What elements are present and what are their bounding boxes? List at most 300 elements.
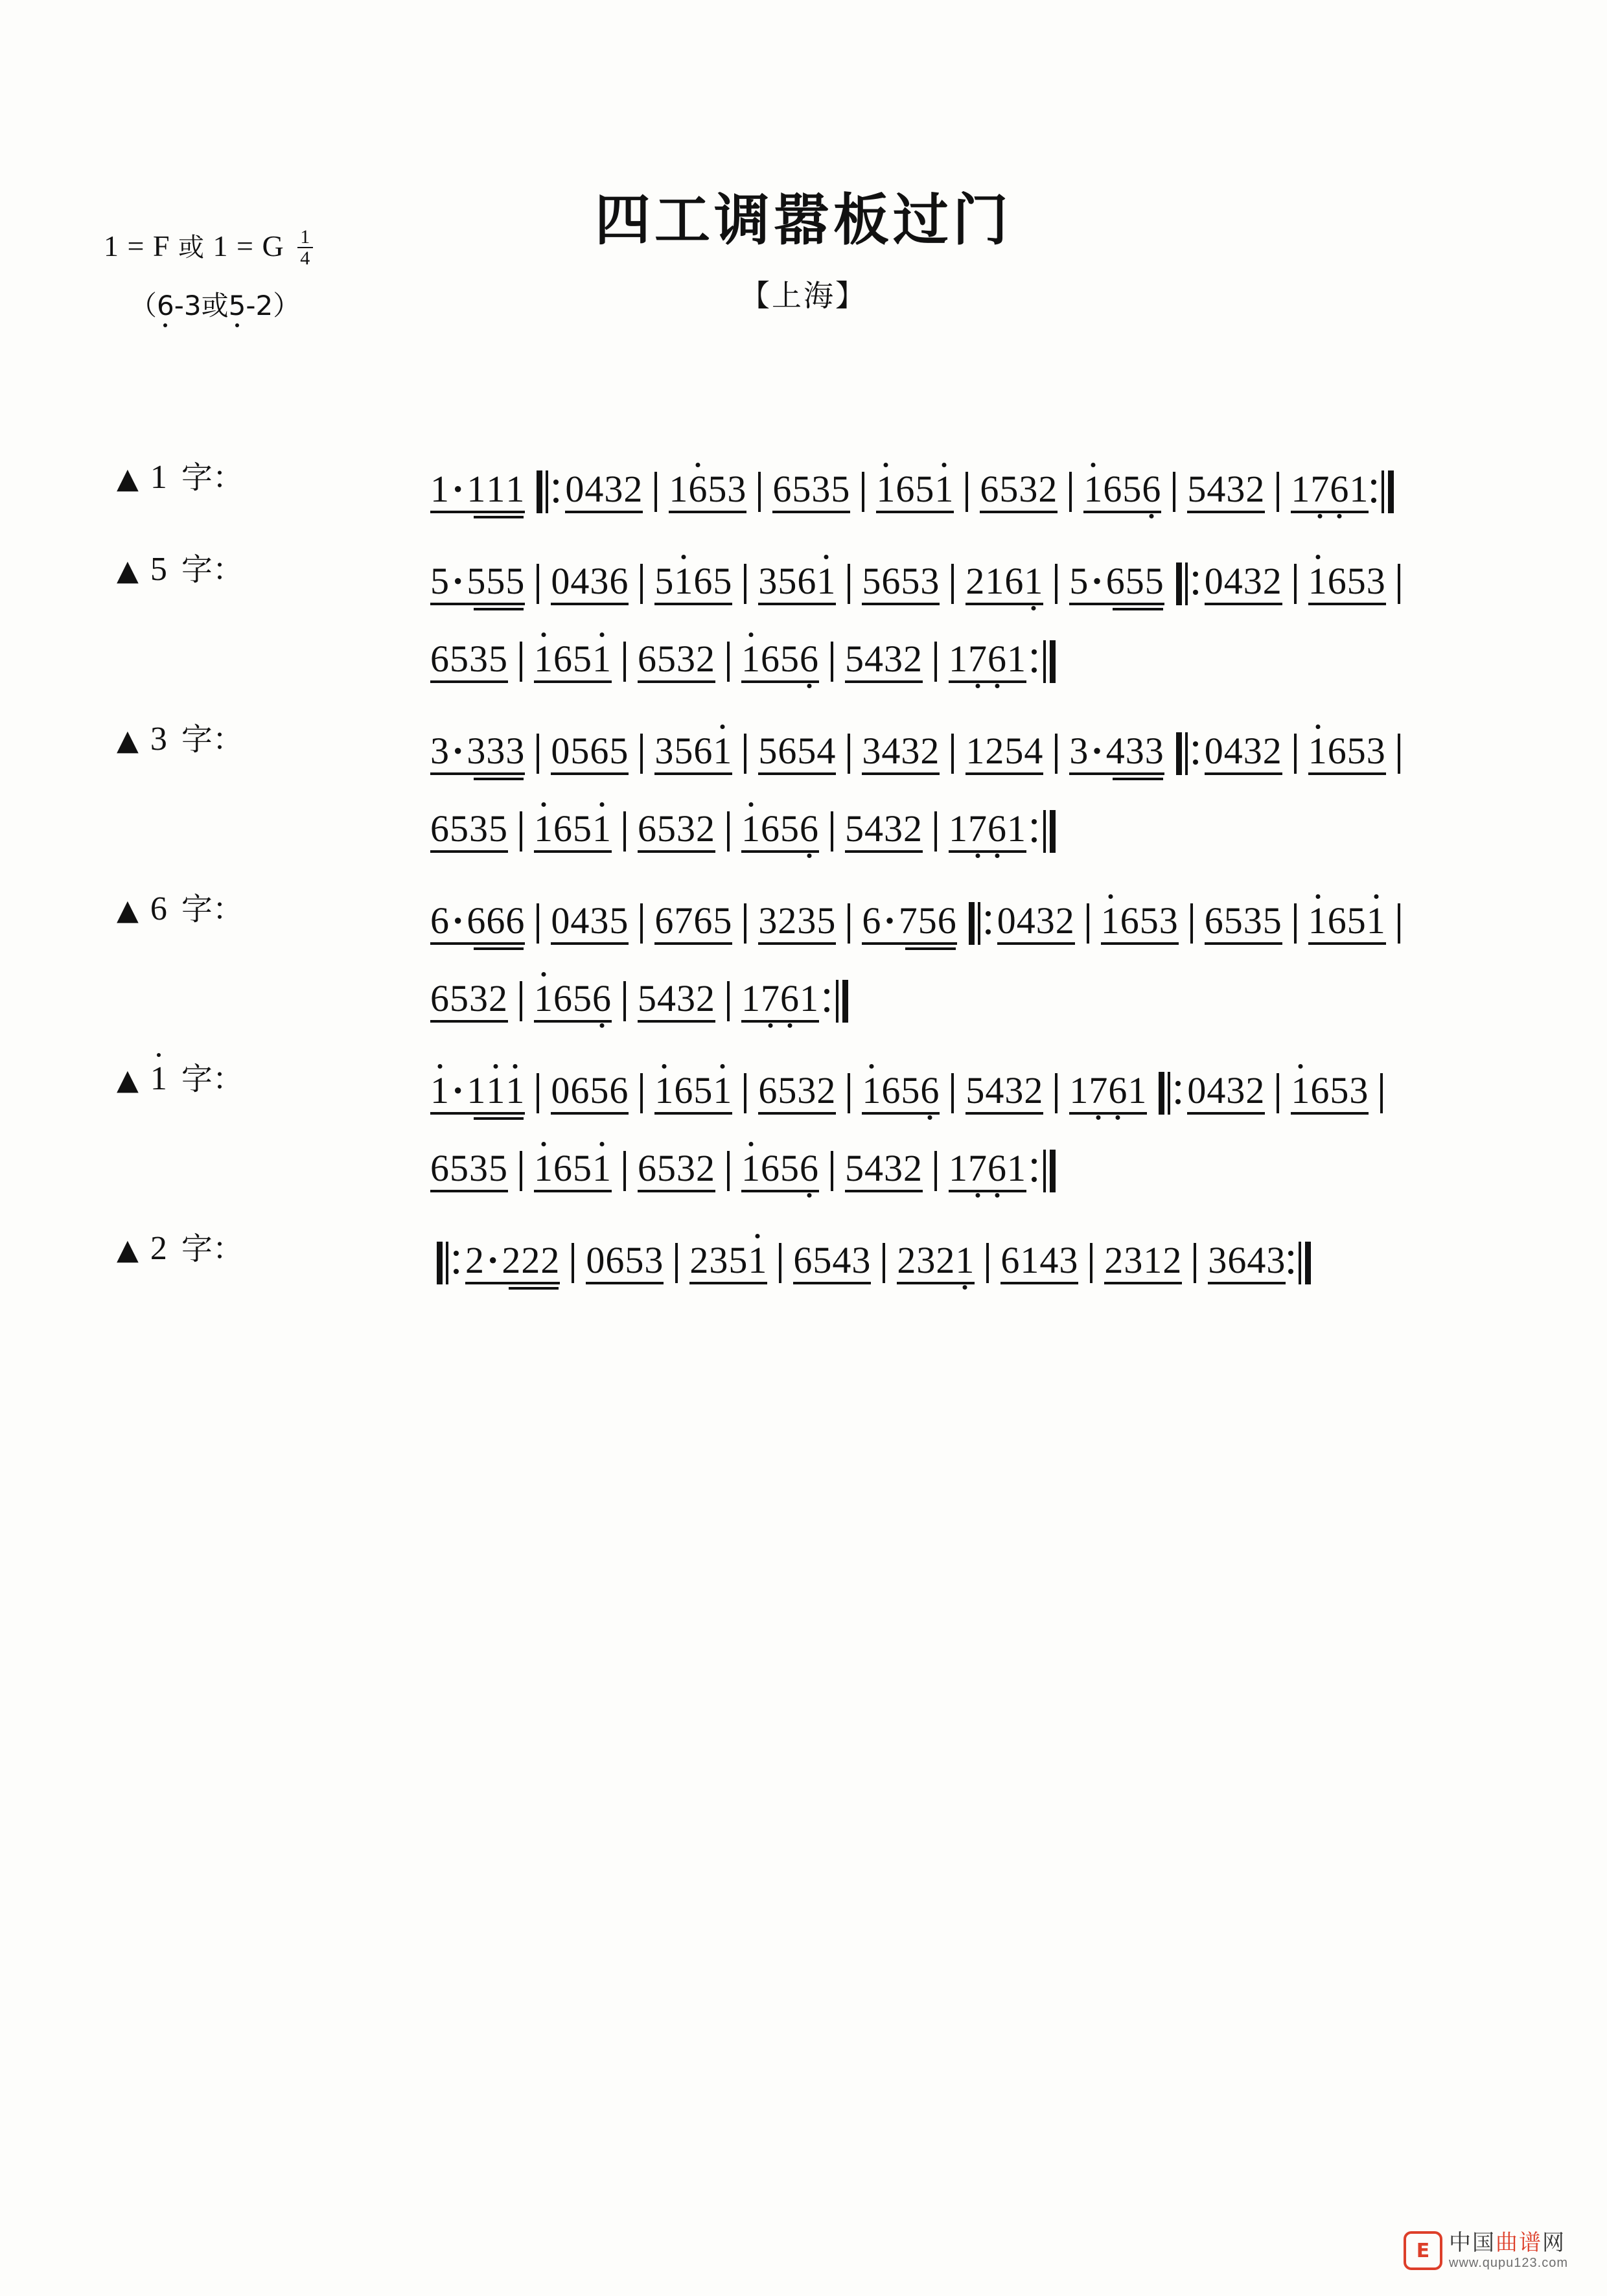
note-1: 1 (741, 807, 761, 850)
barline (727, 1151, 730, 1191)
beam-line (654, 1112, 732, 1115)
beam-line (638, 680, 715, 683)
note-3: 3 (1208, 1239, 1228, 1281)
note-6: 6 (553, 977, 573, 1019)
beam-line (965, 772, 1043, 775)
note-1: 1 (741, 638, 761, 680)
note-6: 6 (1120, 899, 1140, 942)
secondary-beam-line (474, 778, 524, 780)
note-5: 5 (780, 807, 800, 850)
note-2: 2 (903, 638, 923, 680)
barline (727, 642, 730, 682)
note-1: 1 (654, 1069, 675, 1111)
note-2: 2 (540, 1239, 561, 1281)
beam-line (845, 1190, 923, 1192)
barline-thick (437, 1242, 443, 1284)
note-2: 2 (816, 1069, 837, 1111)
barline (1398, 564, 1400, 604)
barline (1294, 734, 1297, 774)
measure (1081, 470, 1164, 518)
note-5: 5 (713, 560, 733, 602)
measure (531, 977, 614, 1028)
barline (640, 734, 643, 774)
barline-thick (1050, 1150, 1056, 1192)
repeat-start-barline (537, 470, 553, 513)
key-f: 1 = F (104, 229, 170, 262)
beam-line (689, 1282, 767, 1284)
note-5: 5 (489, 638, 508, 680)
measure (842, 807, 925, 858)
beam-line (949, 850, 1026, 853)
section-word: 字： (181, 1231, 244, 1267)
measure (756, 899, 838, 950)
barline (951, 1073, 954, 1113)
beam-line (1205, 942, 1282, 945)
final-barline (836, 980, 850, 1023)
note-3: 3 (486, 730, 506, 772)
note-5: 5 (573, 638, 592, 680)
note-2: 2 (936, 1239, 956, 1281)
note-1: 1 (949, 1147, 968, 1189)
note-3: 3 (644, 1239, 664, 1281)
note-6: 6 (1327, 730, 1347, 772)
note-1: 1 (1100, 899, 1120, 942)
beam-line (965, 1112, 1043, 1115)
measure (687, 1239, 770, 1290)
beam-line (1205, 772, 1282, 775)
note-0: 0 (551, 560, 571, 602)
measure (531, 807, 614, 858)
note-4: 4 (570, 899, 590, 942)
beam-line (534, 680, 612, 683)
secondary-beam-line (474, 1117, 524, 1120)
note-5: 5 (674, 730, 694, 772)
measure (739, 977, 822, 1028)
barline-thin (1299, 1242, 1301, 1284)
note-5: 5 (862, 560, 882, 602)
section-label (117, 884, 244, 929)
music-section (0, 1212, 1607, 1290)
measure (652, 899, 735, 950)
note-5: 5 (1347, 730, 1367, 772)
note-5: 5 (573, 1147, 592, 1189)
note-6: 6 (1105, 560, 1126, 602)
measure (463, 1239, 562, 1290)
note-4: 4 (832, 1239, 852, 1281)
music-section (0, 702, 1607, 858)
note-1: 1 (486, 1069, 506, 1111)
note-5: 5 (901, 1069, 921, 1111)
staff-line (0, 610, 1607, 688)
section-number: 3 (150, 721, 167, 758)
note-5: 5 (693, 1069, 713, 1111)
note-7: 7 (898, 899, 918, 942)
note-3: 3 (467, 730, 487, 772)
note-3: 3 (654, 730, 675, 772)
repeat-dots (1193, 741, 1198, 778)
barline (934, 642, 937, 682)
note-5: 5 (489, 1147, 508, 1189)
note-4: 4 (1223, 730, 1243, 772)
beam-line (1187, 511, 1265, 513)
barline-thick (969, 902, 975, 945)
note-3: 3 (1019, 468, 1039, 510)
note-2: 2 (502, 1239, 522, 1281)
note-5: 5 (430, 560, 450, 602)
barline (572, 1243, 574, 1283)
barline (744, 564, 746, 604)
note-5: 5 (780, 638, 800, 680)
note-3: 3 (469, 807, 489, 850)
note-2: 2 (897, 1239, 917, 1281)
note-3: 3 (1125, 730, 1145, 772)
beam-line (741, 1020, 819, 1023)
note-6: 6 (758, 1069, 778, 1111)
note-6: 6 (772, 468, 792, 510)
note-1: 1 (1083, 468, 1104, 510)
barline (654, 472, 657, 512)
barline-thick (1050, 810, 1056, 853)
beam-line (430, 1112, 525, 1115)
beam-line (1069, 603, 1164, 605)
note-3: 3 (1226, 1069, 1246, 1111)
beam-line (1104, 1282, 1182, 1284)
note-5: 5 (486, 560, 506, 602)
barline-thin (1168, 1072, 1170, 1115)
note-2: 2 (696, 807, 715, 850)
barline (1294, 564, 1297, 604)
paren-open: （ (130, 289, 157, 321)
note-5: 5 (625, 1239, 645, 1281)
note-1: 1 (486, 468, 506, 510)
note-6: 6 (988, 638, 1007, 680)
measure (635, 807, 718, 858)
note-2: 2 (778, 899, 798, 942)
note-0: 0 (1204, 730, 1224, 772)
note-5: 5 (797, 730, 817, 772)
barline-thick (1388, 470, 1394, 513)
barline-thick (1050, 640, 1056, 683)
beam-line (430, 1020, 508, 1023)
measure (1306, 899, 1389, 950)
barline (848, 903, 850, 944)
note-4: 4 (816, 730, 837, 772)
note-6: 6 (1004, 560, 1024, 602)
measure (739, 807, 822, 858)
note-2: 2 (689, 1239, 710, 1281)
measure (842, 640, 925, 688)
measure (1067, 562, 1166, 610)
note-1: 1 (430, 468, 450, 510)
note-4: 4 (657, 977, 676, 1019)
barline (640, 1073, 643, 1113)
note-0: 0 (1204, 560, 1224, 602)
measure (946, 640, 1029, 688)
section-word: 字： (181, 1061, 244, 1097)
augmentation-dot: · (1091, 730, 1104, 772)
note-3: 3 (851, 1239, 872, 1281)
key-or: 或 (178, 233, 205, 262)
note-1: 1 (1143, 1239, 1163, 1281)
note-1: 1 (1349, 468, 1369, 510)
section-number: 1 (150, 459, 167, 496)
note-1: 1 (505, 1069, 526, 1111)
augmentation-dot: · (452, 468, 465, 510)
note-2: 2 (1262, 560, 1282, 602)
note-1: 1 (592, 1147, 612, 1189)
repeat-dots (1032, 819, 1037, 855)
barline (537, 564, 539, 604)
time-signature-denominator: 4 (300, 248, 311, 270)
section-word: 字： (181, 721, 244, 758)
note-2: 2 (920, 730, 940, 772)
repeat-dots (1032, 1159, 1037, 1195)
watermark-url: www.qupu123.com (1449, 2255, 1568, 2270)
measure (652, 1069, 735, 1120)
page-subtitle: 【上海】 (740, 278, 867, 313)
beam-line (862, 603, 940, 605)
barline (1069, 472, 1072, 512)
barline (537, 734, 539, 774)
note-6: 6 (881, 560, 901, 602)
beam-line (793, 1282, 871, 1284)
note-5: 5 (657, 638, 676, 680)
note-5: 5 (845, 638, 864, 680)
note-1: 1 (1308, 899, 1328, 942)
barline-thick (1305, 1242, 1311, 1284)
note-2: 2 (696, 977, 715, 1019)
repeat-dots (1371, 480, 1376, 516)
beam-line (430, 511, 525, 513)
repeat-dots (1175, 1081, 1181, 1117)
barline (1055, 564, 1058, 604)
measure (998, 1239, 1081, 1290)
note-7: 7 (761, 977, 780, 1019)
note-3: 3 (1243, 560, 1263, 602)
note-1: 1 (1024, 560, 1044, 602)
barline (1294, 903, 1297, 944)
note-1: 1 (934, 468, 954, 510)
barline-thin (1185, 732, 1188, 775)
measure (739, 1147, 822, 1198)
repeat-end-barline (1380, 470, 1397, 513)
note-2: 2 (1245, 468, 1266, 510)
note-5: 5 (918, 899, 938, 942)
barline-thick (1159, 1072, 1164, 1115)
note-1: 1 (467, 1069, 487, 1111)
note-5: 5 (450, 638, 469, 680)
note-1: 1 (1007, 807, 1026, 850)
section-label (117, 1223, 244, 1268)
note-3: 3 (862, 730, 882, 772)
measure (756, 562, 838, 610)
note-5: 5 (713, 899, 733, 942)
note-6: 6 (654, 899, 675, 942)
note-1: 1 (1020, 1239, 1040, 1281)
note-1: 1 (741, 1147, 761, 1189)
note-1: 1 (534, 977, 553, 1019)
note-5: 5 (845, 807, 864, 850)
note-6: 6 (778, 730, 798, 772)
note-5: 5 (657, 1147, 676, 1189)
note-3: 3 (1124, 1239, 1144, 1281)
measure (428, 470, 527, 518)
barline (1398, 903, 1400, 944)
note-6: 6 (674, 1069, 694, 1111)
note-5: 5 (609, 899, 629, 942)
barline (1190, 903, 1193, 944)
staff-line (0, 780, 1607, 858)
beam-line (551, 1112, 629, 1115)
note-5: 5 (1262, 899, 1282, 942)
measure (1185, 1069, 1267, 1120)
note-1: 1 (1127, 1069, 1148, 1111)
key-alt-note-5: 5 (228, 289, 246, 321)
note-6: 6 (1103, 468, 1123, 510)
repeat-end-barline (1297, 1242, 1314, 1284)
barline (1380, 1073, 1383, 1113)
measure (635, 1147, 718, 1198)
note-3: 3 (1266, 1239, 1286, 1281)
note-5: 5 (1330, 1069, 1350, 1111)
note-6: 6 (1204, 899, 1224, 942)
barline (1277, 1073, 1279, 1113)
note-3: 3 (1243, 899, 1263, 942)
note-6: 6 (553, 1147, 573, 1189)
key-alt-note-6: 6 (157, 289, 174, 321)
note-3: 3 (604, 468, 624, 510)
beam-line (430, 1190, 508, 1192)
barline (1055, 734, 1058, 774)
secondary-beam-line (474, 947, 524, 950)
note-5: 5 (489, 807, 508, 850)
staff-line (0, 1120, 1607, 1198)
note-5: 5 (1125, 560, 1145, 602)
note-0: 0 (565, 468, 585, 510)
note-6: 6 (592, 977, 612, 1019)
note-5: 5 (1223, 899, 1243, 942)
measure (1202, 899, 1285, 950)
note-1: 1 (1366, 899, 1386, 942)
barline-thin (1043, 810, 1046, 853)
watermark-site-name: 中国曲谱网 (1449, 2230, 1566, 2256)
note-6: 6 (638, 638, 657, 680)
note-6: 6 (430, 899, 450, 942)
note-6: 6 (430, 638, 450, 680)
beam-line (551, 772, 629, 775)
note-0: 0 (1187, 1069, 1207, 1111)
note-5: 5 (1347, 560, 1367, 602)
barline (1173, 472, 1175, 512)
measure (739, 640, 822, 688)
note-1: 1 (534, 1147, 553, 1189)
note-5: 5 (450, 807, 469, 850)
note-4: 4 (985, 1069, 1005, 1111)
note-4: 4 (864, 807, 884, 850)
triangle-icon: ▲ (117, 1063, 139, 1096)
repeat-dots (1288, 1251, 1293, 1287)
section-word: 字： (181, 891, 244, 927)
section-label (117, 544, 244, 589)
note-5: 5 (758, 730, 778, 772)
note-3: 3 (1159, 899, 1179, 942)
note-5: 5 (1187, 468, 1207, 510)
note-2: 2 (1038, 468, 1058, 510)
note-2: 2 (1055, 899, 1075, 942)
augmentation-dot: · (883, 899, 897, 942)
note-2: 2 (903, 807, 923, 850)
note-3: 3 (758, 899, 778, 942)
barline (1090, 1243, 1093, 1283)
secondary-beam-line (905, 947, 955, 950)
note-1: 1 (816, 560, 837, 602)
note-3: 3 (884, 807, 903, 850)
barline (640, 564, 643, 604)
beam-line (845, 850, 923, 853)
note-5: 5 (638, 977, 657, 1019)
note-5: 5 (590, 1069, 610, 1111)
measure (859, 562, 942, 610)
beam-line (997, 942, 1075, 945)
beam-line (654, 942, 732, 945)
note-5: 5 (792, 468, 812, 510)
note-6: 6 (761, 807, 780, 850)
barline-thick (842, 980, 848, 1023)
note-6: 6 (761, 638, 780, 680)
note-2: 2 (985, 730, 1005, 772)
note-4: 4 (1207, 1069, 1227, 1111)
beam-line (638, 1190, 715, 1192)
note-5: 5 (450, 1147, 469, 1189)
secondary-beam-line (1113, 778, 1162, 780)
measure (756, 732, 838, 780)
measure (548, 732, 631, 780)
beam-line (534, 850, 612, 853)
note-5: 5 (845, 1147, 864, 1189)
beam-line (758, 603, 836, 605)
barline-thick (537, 470, 542, 513)
note-1: 1 (965, 730, 986, 772)
measure (548, 562, 631, 610)
note-1: 1 (1291, 468, 1311, 510)
beam-line (534, 1020, 612, 1023)
final-barline (1043, 810, 1058, 853)
note-1: 1 (669, 468, 689, 510)
music-section (0, 441, 1607, 518)
beam-line (1308, 772, 1386, 775)
note-2: 2 (1104, 1239, 1124, 1281)
note-2: 2 (903, 1147, 923, 1189)
note-5: 5 (1139, 899, 1159, 942)
measure (666, 470, 749, 518)
note-0: 0 (997, 899, 1017, 942)
note-6: 6 (988, 1147, 1007, 1189)
note-4: 4 (864, 638, 884, 680)
note-1: 1 (949, 807, 968, 850)
measure (1098, 899, 1181, 950)
note-3: 3 (1349, 1069, 1369, 1111)
barline (520, 811, 522, 852)
beam-line (430, 603, 525, 605)
beam-line (897, 1282, 975, 1284)
measure (894, 1239, 977, 1290)
note-6: 6 (430, 977, 450, 1019)
note-5: 5 (1004, 730, 1024, 772)
measure (791, 1239, 873, 1290)
section-label (117, 452, 244, 497)
barline-thin (978, 902, 980, 945)
note-7: 7 (1089, 1069, 1109, 1111)
